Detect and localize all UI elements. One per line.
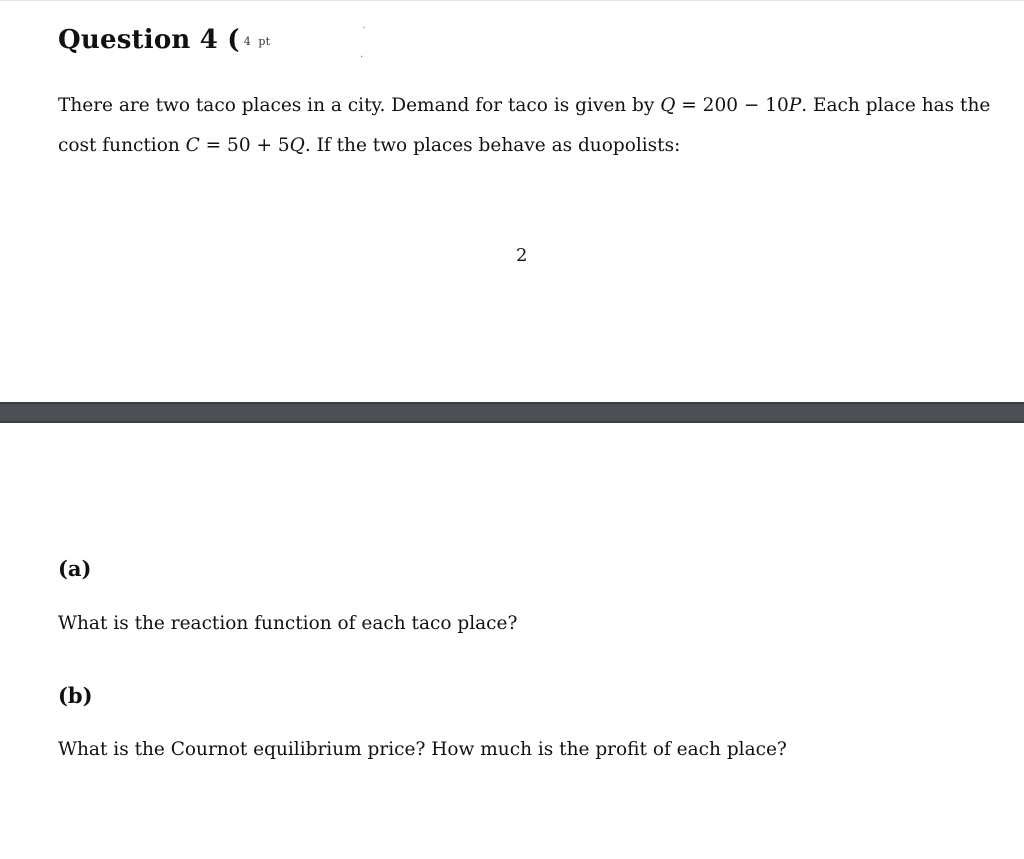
part-b-question: What is the Cournot equilibrium price? How much is the profit of each place? (58, 739, 787, 760)
problem-line-1-tail: . Each place has the (801, 95, 991, 116)
problem-line-2 (58, 126, 680, 166)
document-page-2 (0, 423, 1024, 859)
part-b-label: (b) (58, 683, 93, 708)
faint-marks: ` . (360, 27, 367, 60)
problem-line-2-text: cost function (58, 135, 186, 156)
demand-equation: Q = 200 − 10P (660, 95, 802, 116)
problem-line-1 (58, 86, 990, 126)
part-a-question: What is the reaction function of each taco place? (58, 613, 518, 634)
question-title (58, 25, 270, 55)
cost-equation: C = 50 + 5Q (185, 135, 305, 156)
question-title-text: Question 4 ( (58, 25, 240, 55)
page-number: 2 (516, 245, 528, 266)
points-marks: 4 pt (243, 34, 271, 48)
problem-line-1-text: There are two taco places in a city. Demand for taco is given by (58, 95, 661, 116)
problem-line-2-tail: . If the two places behave as duopolists: (304, 135, 681, 156)
document-page-1 (0, 0, 1024, 403)
page-break-divider (0, 402, 1024, 423)
part-a-label: (a) (58, 556, 92, 581)
